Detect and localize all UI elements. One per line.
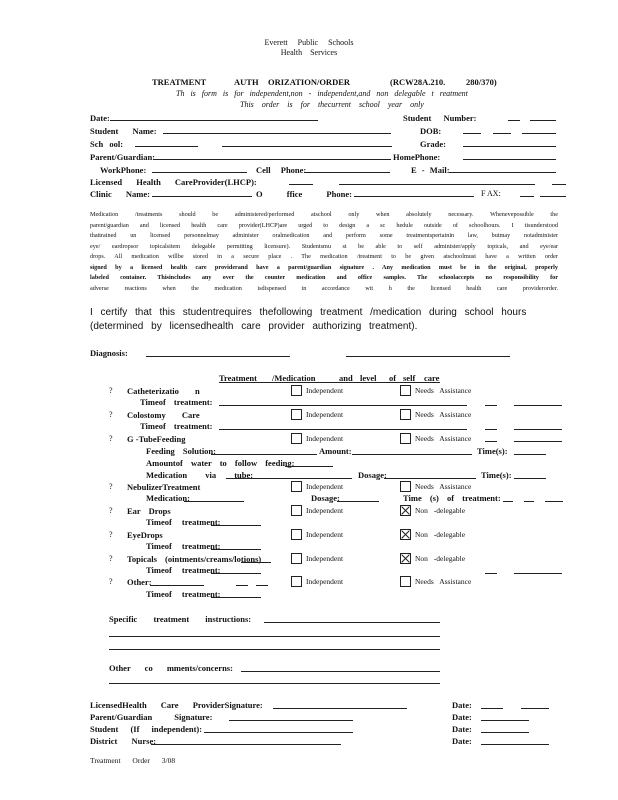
other-comments-field[interactable]: [241, 671, 440, 672]
dob-field-month[interactable]: [463, 133, 481, 134]
ear-non-delegable-checkbox[interactable]: [400, 505, 411, 516]
table-header-treatment: Treatment: [219, 373, 257, 383]
student-number-field[interactable]: [508, 120, 520, 121]
other-comments-label: Other co mments/concerns:: [109, 663, 233, 673]
ear-independent-checkbox[interactable]: [291, 505, 302, 516]
table-header-and: and: [339, 373, 353, 383]
table-header-of: of: [389, 373, 397, 383]
certify-statement: [90, 306, 526, 334]
bullet: ?: [109, 530, 113, 539]
gtube-needs-assistance-checkbox[interactable]: [400, 433, 411, 444]
topicals-field[interactable]: [241, 562, 271, 563]
neb-dosage-label: Dosage:: [311, 493, 340, 503]
top-independent-label: Independent: [306, 554, 344, 563]
form-title-c: ORIZATION/ORDER: [268, 77, 351, 87]
lhcp-field-2[interactable]: [339, 184, 535, 185]
nurse-date-label: Date:: [452, 736, 472, 746]
school-field-2[interactable]: [222, 146, 392, 147]
table-header-underline: [219, 382, 440, 383]
student-name-label: Student Name:: [90, 126, 157, 136]
table-header-level: level: [360, 373, 377, 383]
times2-field[interactable]: [514, 478, 546, 479]
other-needs-assistance-checkbox[interactable]: [400, 576, 411, 587]
table-header-self: self: [403, 373, 416, 383]
colo-needs-assistance-label: Needs Assistance: [415, 410, 472, 419]
other-field-3[interactable]: [256, 585, 268, 586]
student-name-field[interactable]: [163, 133, 391, 134]
ear-independent-label: Independent: [306, 506, 344, 515]
school-field[interactable]: [135, 146, 198, 147]
gtube-label: G -TubeFeeding: [127, 434, 186, 444]
neb-independent-label: Independent: [306, 482, 344, 491]
policy-paragraph: [90, 210, 558, 294]
certify-line-2: (determined by licensedhealth care provider authorizing treatment).: [90, 321, 418, 332]
topicals-label: Topicals (ointments/creams/lotions): [127, 554, 262, 564]
neb-needs-assistance-checkbox[interactable]: [400, 481, 411, 492]
school-label: Sch ool:: [90, 139, 124, 149]
diagnosis-label: Diagnosis:: [90, 348, 128, 358]
parent-date-label: Date:: [452, 712, 472, 722]
student-signature-field[interactable]: [204, 732, 353, 733]
eye-non-delegable-label: Non -delegable: [415, 530, 466, 539]
other-time-field[interactable]: [211, 597, 261, 598]
ear-time-label: Timeof treatment:: [146, 517, 221, 527]
neb-needs-assistance-label: Needs Assistance: [415, 482, 472, 491]
parent-field[interactable]: [153, 159, 391, 160]
neb-time-field-2[interactable]: [524, 501, 534, 502]
cath-needs-assistance-checkbox[interactable]: [400, 385, 411, 396]
parent-label: Parent/Guardian:: [90, 152, 156, 162]
form-title-b: AUTH: [234, 77, 259, 87]
dob-label: DOB:: [420, 126, 442, 136]
amount-label: Amount:: [319, 446, 352, 456]
neb-med-field[interactable]: [184, 501, 244, 502]
eye-time-label: Timeof treatment:: [146, 541, 221, 551]
gtube-independent-checkbox[interactable]: [291, 433, 302, 444]
top-time-field[interactable]: [211, 573, 261, 574]
colo-time-field-2[interactable]: [485, 429, 497, 430]
policy-line: eye/ eardropsor topicalsitem delegable permitting licensure). Studentsmu st be able to self administer/apply topicals, and eye/ear: [90, 242, 558, 250]
cath-independent-checkbox[interactable]: [291, 385, 302, 396]
email-field[interactable]: [449, 172, 556, 173]
bullet: ?: [109, 410, 113, 419]
lhcp-field[interactable]: [289, 184, 313, 185]
ear-time-field[interactable]: [211, 525, 261, 526]
colo-time-field[interactable]: [219, 429, 467, 430]
other-independent-checkbox[interactable]: [291, 576, 302, 587]
fax-field[interactable]: [520, 196, 534, 197]
colo-independent-checkbox[interactable]: [291, 409, 302, 420]
amount-water-field[interactable]: [285, 466, 333, 467]
cath-label: Catheterizatio n: [127, 386, 200, 396]
lhcp-date-field[interactable]: [481, 708, 503, 709]
cath-independent-label: Independent: [306, 386, 344, 395]
top-independent-checkbox[interactable]: [291, 553, 302, 564]
bullet: ?: [109, 434, 113, 443]
specific-instructions-line-2[interactable]: [109, 636, 440, 637]
clinic-label: Clinic Name:: [90, 189, 150, 199]
neb-time-field[interactable]: [503, 501, 513, 502]
bullet: ?: [109, 386, 113, 395]
other-comments-line-2[interactable]: [109, 683, 440, 684]
med-via-tube-label: Medication via tube:: [146, 470, 254, 480]
lhcp-field-3[interactable]: [552, 184, 566, 185]
eye-independent-label: Independent: [306, 530, 344, 539]
ear-label: Ear Drops: [127, 506, 171, 516]
dept-name: Health Services: [280, 48, 338, 57]
policy-line: Medication /treatments should be administered/performed atschool only when absolutely necessary. Whenevepossible the: [90, 211, 558, 218]
workphone-label: WorkPhone:: [100, 165, 147, 175]
eye-independent-checkbox[interactable]: [291, 529, 302, 540]
med-via-tube-field[interactable]: [226, 478, 352, 479]
office-phone-field[interactable]: [354, 196, 474, 197]
other-field[interactable]: [150, 585, 204, 586]
office-phone-label: O ffice Phone:: [256, 189, 352, 199]
date-field[interactable]: [110, 120, 318, 121]
lhcp-signature-label: LicensedHealth Care ProviderSignature:: [90, 700, 263, 710]
certify-line-1: I certify that this studentrequires thefollowing treatment /medication during school hours: [90, 307, 527, 318]
lhcp-date-field-2[interactable]: [521, 708, 549, 709]
colo-label: Colostomy Care: [127, 410, 200, 420]
cath-time-field[interactable]: [219, 405, 467, 406]
student-number-field-2[interactable]: [530, 120, 556, 121]
policy-line: adverse reactions when the medication isdispensed in accordance wit h the licensed health care providerorder.: [90, 284, 558, 292]
nurse-field[interactable]: [151, 744, 341, 745]
policy-line: signed by a licensed health care providerand have a parent/guardian signature . Any medication must be in the original, properly: [90, 263, 558, 271]
bullet: ?: [109, 482, 113, 491]
policy-line: thattrained un licensed personnelmay administer oralmedication and perform some treatmentspertainin law, butmay notadminister: [90, 232, 558, 239]
nurse-label: District Nurse:: [90, 736, 157, 746]
neb-independent-checkbox[interactable]: [291, 481, 302, 492]
colo-time-field-3[interactable]: [514, 429, 562, 430]
form-subtitle-2: This order is for thecurrent school year only: [240, 100, 424, 109]
colo-needs-assistance-checkbox[interactable]: [400, 409, 411, 420]
specific-instructions-line-3[interactable]: [109, 649, 440, 650]
top-non-delegable-checkbox[interactable]: [400, 553, 411, 564]
other-extra-field[interactable]: [485, 573, 497, 574]
form-title-a: TREATMENT: [152, 77, 207, 87]
feeding-solution-label: Feeding Solution:: [146, 446, 216, 456]
fax-label: F AX:: [481, 189, 501, 198]
other-extra-field-2[interactable]: [514, 573, 562, 574]
policy-line: drops. All medication willbe stored in a secure place . The medication /treatment to be given atschoolmust have a written order: [90, 253, 558, 260]
colo-independent-label: Independent: [306, 410, 344, 419]
workphone-field[interactable]: [152, 172, 247, 173]
lhcp-signature-field[interactable]: [273, 708, 407, 709]
bullet: ?: [109, 577, 113, 586]
other-time-label: Timeof treatment:: [146, 589, 221, 599]
cath-time-field-2[interactable]: [485, 405, 497, 406]
dob-field-year[interactable]: [522, 133, 556, 134]
ear-non-delegable-label: Non -delegable: [415, 506, 466, 515]
top-non-delegable-label: Non -delegable: [415, 554, 466, 563]
parent-signature-field[interactable]: [229, 720, 353, 721]
feeding-solution-field[interactable]: [211, 454, 317, 455]
specific-instructions-field[interactable]: [264, 622, 440, 623]
student-date-field[interactable]: [481, 732, 529, 733]
grade-label: Grade:: [420, 139, 446, 149]
grade-field[interactable]: [463, 146, 556, 147]
gtube-extra-field[interactable]: [485, 441, 497, 442]
student-number-label: Student Number:: [403, 113, 477, 123]
policy-line: labeled container. Thisincludes any over the counter medication and office samples. The schoolaccepts no responsibility for: [90, 274, 558, 281]
specific-instructions-label: Specific treatment instructions:: [109, 614, 252, 624]
times-field[interactable]: [514, 454, 546, 455]
parent-signature-label: Parent/Guardian Signature:: [90, 712, 213, 722]
dosage-field[interactable]: [384, 478, 476, 479]
cellphone-label: Cell Phone:: [256, 165, 307, 175]
eye-time-field[interactable]: [211, 549, 261, 550]
diagnosis-field[interactable]: [146, 356, 290, 357]
table-header-care: care: [424, 373, 440, 383]
eye-non-delegable-checkbox[interactable]: [400, 529, 411, 540]
other-label: Other:: [127, 577, 152, 587]
form-title-e: 280/370): [466, 77, 497, 87]
student-date-label: Date:: [452, 724, 472, 734]
diagnosis-field-2[interactable]: [346, 356, 510, 357]
times-label: Time(s):: [477, 446, 508, 456]
bullet: ?: [109, 506, 113, 515]
homephone-field[interactable]: [463, 159, 556, 160]
amount-field[interactable]: [352, 454, 472, 455]
gtube-needs-assistance-label: Needs Assistance: [415, 434, 472, 443]
student-signature-label: Student (If independent):: [90, 724, 203, 734]
policy-line: parent/guardian and licensed health care provider(LHCP)are urged to design a sc hedule outside of schoolhours. I tisunderstood: [90, 221, 558, 229]
dosage-label: Dosage:: [358, 470, 387, 480]
other-field-2[interactable]: [236, 585, 248, 586]
clinic-field[interactable]: [152, 196, 252, 197]
table-header-medication: /Medication: [272, 373, 316, 383]
neb-time-label: Time (s) of treatment:: [403, 493, 501, 503]
lhcp-label: Licensed Health CareProvider(LHCP):: [90, 177, 257, 187]
other-independent-label: Independent: [306, 577, 344, 586]
neb-time-field-3[interactable]: [545, 501, 563, 502]
times2-label: Time(s):: [481, 470, 512, 480]
email-label: E - Mail:: [411, 165, 450, 175]
bullet: ?: [109, 554, 113, 563]
gtube-independent-label: Independent: [306, 434, 344, 443]
nurse-date-field[interactable]: [481, 744, 549, 745]
cellphone-field[interactable]: [304, 172, 390, 173]
top-time-label: Timeof treatment:: [146, 565, 221, 575]
neb-med-label: Medication:: [146, 493, 190, 503]
colo-time-label: Timeof treatment:: [140, 421, 213, 431]
lhcp-date-label: Date:: [452, 700, 472, 710]
other-needs-assistance-label: Needs Assistance: [415, 577, 472, 586]
eye-label: EyeDrops: [127, 530, 163, 540]
form-subtitle-1: Th is form is for independent,non - independent,and non delegable t reatment: [176, 89, 468, 98]
dob-field-day[interactable]: [493, 133, 511, 134]
date-label: Date:: [90, 113, 110, 123]
homephone-label: HomePhone:: [393, 152, 441, 162]
parent-date-field[interactable]: [481, 720, 529, 721]
amount-water-label: Amountof water to follow feeding:: [146, 458, 295, 468]
form-footer: Treatment Order 3/08: [90, 756, 176, 765]
gtube-extra-field-2[interactable]: [514, 441, 562, 442]
fax-field-2[interactable]: [540, 196, 566, 197]
neb-dosage-field[interactable]: [337, 501, 379, 502]
cath-time-field-3[interactable]: [514, 405, 562, 406]
cath-time-label: Timeof treatment:: [140, 397, 213, 407]
cath-needs-assistance-label: Needs Assistance: [415, 386, 472, 395]
nebulizer-label: NebulizerTreatment: [127, 482, 201, 492]
org-name: Everett Public Schools: [264, 38, 354, 47]
form-title-d: (RCW28A.210.: [390, 77, 446, 87]
